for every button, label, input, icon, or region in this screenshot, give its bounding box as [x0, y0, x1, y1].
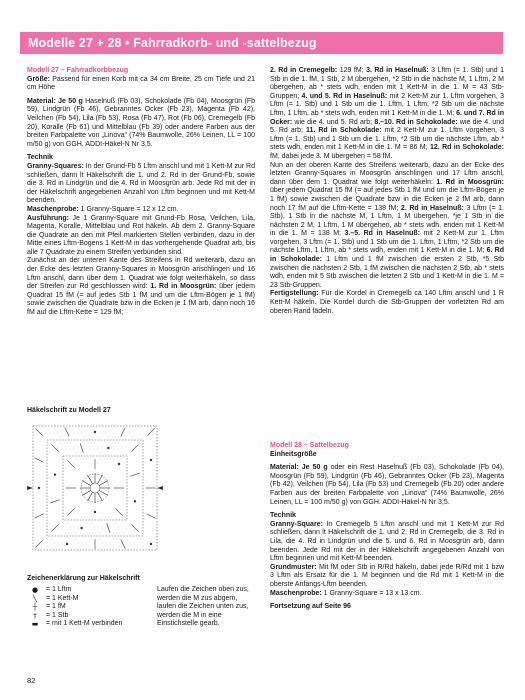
crochet-chart [27, 420, 163, 557]
model27-title: Modell 27 – Fahrradkorbbezug [27, 67, 129, 74]
legend-row: ┼ = 1 fM [27, 603, 137, 612]
double-crochet-mark [80, 443, 83, 452]
double-crochet-mark [147, 514, 156, 518]
model28-granny: Granny-Square: In Cremegelb 5 Lftm anschl und mit 1 Kett-M zur Rd schließen, dann lt Häkelschrift die 1. und 2. Rd in Cremegelb, die 3. Rd in Lila, die 4. Rd in Lindgrün und die 5. und 6. Rd in Moosgrün arb, dann beenden. Jede Rd mit der in der Häkelschrift angegebenen Anzahl von Lftm beginnen und mit Kett-M beenden. [270, 520, 504, 563]
model28-title: Modell 28 – Sattelbezug [270, 442, 349, 449]
double-crochet-mark [50, 500, 59, 503]
double-crochet-mark [35, 428, 42, 435]
double-crochet-mark [51, 524, 58, 531]
double-crochet-mark [131, 444, 138, 451]
section-header [20, 32, 503, 54]
model27-edge-instructions: Zunächst an der unteren Kante des Streifens in Rd weiterarb, dazu an der Ecke des letzten Granny-Squares in Moosgrün anschlingen und 16 Lftm anschl, dann über dem 1. Quadrat wie folgt weiterhäkeln, so dass der Streifen zur Rd geschlossen wird: 1. Rd in Moosgrün: über jedem Quadrat 15 fM (= auf jedes Stb 1 fM und um die Lftm-Bögen je 1 fM) sowie zwischen die Quadrate bzw in die Ecken je 1 fM arb, dann noch 16 fM auf die Lftm-Kette = 129 fM; [27, 257, 255, 317]
model28-material: Material: Je 50 g oder ein Rest Haselnuß (Fb 03), Schokolade (Fb 04), Moosgrün (Fb 59), Lindgrün (Fb 46), Gebranntes Ocker (Fb 23), Magenta (Fb 42), Veilchen (Fb 54), Lila (Fb 53) und Cremegelb (Fb 20) oder andere Farben aus der breiten Farbpalette von „Linova“ (74% Baumwolle, 26% Leinen, LL = 100 m/50 g) von GGH. ADDI-Häkel-N Nr 3,5. [270, 464, 504, 506]
double-crochet-mark [82, 491, 91, 496]
legend-note: Laufen die Zeichen oben zus, werden die M zus abgem, laufen die Zeichen unten zus, werden die M in eine Einstichstelle gearb. [157, 586, 249, 628]
chain-mark [81, 527, 83, 529]
double-crochet-mark [35, 458, 44, 462]
double-crochet-mark [121, 540, 125, 549]
model27-technik-heading: Technik [27, 154, 53, 162]
model28-pattern: Grundmuster: Mit fM oder Stb in R/Rd häkeln, dabei jede R/Rd mit 1 bzw 3 Lftm als Ersatz für die 1. M beginnen und die Rd mit 1 Kett-M in die oberste Anfangs-Lftm beenden. [270, 563, 504, 588]
double-crochet-mark [35, 514, 44, 518]
double-crochet-mark [65, 428, 69, 437]
double-crochet-mark [115, 508, 122, 515]
model28-technik-heading: Technik [270, 512, 296, 520]
model27-granny: Granny-Squares: In der Grund-Fb 5 Lftm anschl und mit 1 Kett-M zur Rd schließen, dann lt Häkelschrift die 1. und 2. Rd in der Grund-Fb, sowie die 3. Rd in Lindgrün und die 4. Rd in Moosgrün arb. Jede Rd mit der in der Häkelschrift angegebenen Anzahl von Lftm beginnen und mit Kett-M beenden. [27, 162, 255, 205]
model27-continued-text [270, 67, 504, 316]
chain-stitch-icon: ● [31, 586, 39, 594]
double-crochet-mark [51, 444, 58, 451]
chain-mark [150, 543, 152, 545]
chain-mark [66, 543, 68, 545]
legend [27, 586, 137, 629]
diagram-title: Häkelschrift zu Modell 27 [27, 407, 111, 414]
model28-gauge: Maschenprobe: 1 Granny-Square = 13 x 13 cm. [270, 589, 422, 597]
chain-mark [94, 511, 96, 513]
double-crochet-mark [88, 492, 93, 501]
double-crochet-mark [98, 492, 103, 501]
chain-mark [54, 474, 56, 476]
upper-edge-text: Nun an der oberen Kante des Streifens weiterarb, dazu an der Ecke des letzten Granny-Squares in Moosgrün anschlingen und 17 Lftm anschl, dann über dem 1. Quadrat wie folgt weiterhäkeln: 1. Rd in Moosgrün: über jedem Quadrat 15 fM (= auf jedes Stb 1 fM und um die Lftm-Bögen je 1 fM) sowie zwischen die Quadrate bzw in die Ecken je 2 fM arb, dann noch 17 fM auf die Lftm-Kette = 138 fM; 2. Rd in Haselnuß: 3 Lftm (= 1. Stb), 1 Stb in die nächste M, 1 Lftm, 1 M übergehen, *je 1 Stb in die nächsten 2 M, 1 Lftm, 1 M übergehen, ab * stets wdh, enden mit 1 Kett-M in die 1. M = 138 M; 3.–5. Rd in Haselnuß: mit 2 Kett-M zur 1. Lftm vorgehen, 3 Lftm (= 1. Stb) und 1 Stb um die 1. Lftm, 1 Lftm, *2 Stb um die nächste Lftm, 1 Lftm, ab * stets wdh, enden mit 1 Kett-M in die 1. M; 6. Rd in Schokolade: 1 Lftm und 1 fM zwischen die ersten 2 Stb, *5 Stb zwischen die nächsten 2 Stb, 1 fM zwischen die nächsten 2 Stb, ab * stets wdh, enden mit 5 Stb zwischen die letzten 2 Stb und 1 Kett-M in die 1. M = 23 Stb-Gruppen. [270, 161, 505, 289]
model27-text [27, 67, 255, 318]
double-crochet-mark [98, 475, 103, 484]
double-crochet-mark [147, 428, 154, 435]
section-title: Modelle 27 + 28 • Fahrradkorb- und -sattelbezug [28, 36, 317, 50]
chain-mark [94, 431, 96, 433]
double-crochet-mark [82, 481, 91, 486]
legend-row: ● = 1 Lftm [27, 586, 137, 595]
model28-size: Einheitsgröße [270, 450, 317, 458]
model27-gauge: Maschenprobe: 1 Granny-Square = 12 x 12 cm. [27, 205, 179, 213]
double-crochet-mark [99, 481, 108, 486]
model27-instructions: Ausführung: Je 1 Granny-Square mit Grund-Fb Rosa, Veilchen, Lila, Magenta, Koralle, Mittelblau und Rot häkeln. Ab dem 2. Granny-Square die Quadrate an den mit Pfeil markierten Stellen verbinden, dazu in der Mitte eines Lftm-Bogens 1 Kett-M in das vorhergehende Quadrat arb, bis alle 7 Quadrate zu einem Streifen verbunden sind. [27, 214, 255, 256]
double-crochet-mark [67, 508, 74, 515]
chain-mark [150, 459, 152, 461]
join-arrow-icon: ▬ [31, 620, 39, 629]
double-crochet-mark [88, 475, 93, 484]
single-crochet-icon: ┼ [32, 603, 38, 612]
page-number: 82 [27, 676, 36, 685]
double-crochet-mark [131, 524, 138, 531]
slip-stitch-icon: ╲ [32, 594, 38, 603]
double-crochet-mark [107, 523, 110, 532]
chain-mark [118, 463, 120, 465]
double-crochet-mark [99, 491, 108, 496]
model27-size: Größe: Passend für einen Korb mit ca 34 cm Breite, 25 cm Tiefe und 21 cm Höhe [27, 75, 255, 92]
chain-mark [134, 500, 136, 502]
model27-material: Material: Je 50 g Haselnuß (Fb 03), Schokolade (Fb 04), Moosgrün (Fb 59), Lindgrün (Fb 46), Gebranntes Ocker (Fb 23), Magenta (Fb 42), Veilchen (Fb 54), Lila (Fb 53), Rosa (Fb 47), Rot (Fb 06), Cremegelb (Fb 20), Koralle (Fb 61) und Mittelblau (Fb 39) oder andere Farben aus der breiten Farbpalette von „Linova“ (74% Baumwolle, 26% Leinen, LL = 100 m/50 g) von GGH. ADDI-Häkel-N Nr 3,5. [27, 97, 255, 148]
legend-row: ╲ = 1 Kett-M [27, 595, 137, 604]
model28-text [270, 442, 504, 612]
legend-title: Zeichenerklärung zur Häkelschrift [27, 575, 140, 582]
legend-row: † = 1 Stb [27, 612, 137, 621]
legend-row: ▬ = mit 1 Kett-M verbinden [27, 620, 137, 629]
double-crochet-mark [130, 473, 139, 476]
continued-note: Fortsetzung auf Seite 96 [270, 603, 351, 611]
rounds-text: 2. Rd in Cremegelb: 129 fM; 3. Rd in Haselnuß: 3 Lftm (= 1. Stb) und 1 Stb in die 1. fM, 1 Stb, 2 M übergehen, *2 Stb in die nächste M, 1 Lftm, 2 M übergehen, ab * stets wdh, enden mit 1 Kett-M in die 1. M = 43 Stb-Gruppen; 4. und 5. Rd in Haselnuß: mit 2 Kett-M zur 1. Lftm vorgehen, 3 Lftm (= 1. Stb) und 1 Stb um die 1. Lftm, 1 Lftm, *2 Stb um die nächste Lftm, 1 Lftm, ab * stets wdh, enden mit 1 Kett-M in die 1. M; 6. und 7. Rd in Ocker: wie die 4. und 5. Rd arb; 8.–10. Rd in Schokolade: wie die 4. und 5. Rd arb; 11. Rd in Schokolade: mit 2 Kett-M zur 1. Lftm vorgehen, 3 Lftm (= 1. Stb) und 1 Stb um die 1. Lftm, *2 Stb um die nächste Lftm, ab * stets wdh, enden mit 1 Kett-M in die 1. M = 86 M; 12. Rd in Schokolade: fM, dabei jede 3. M übergehen = 58 fM. [270, 67, 505, 160]
double-crochet-icon: † [33, 611, 37, 620]
double-crochet-mark [35, 540, 42, 547]
chain-mark [107, 447, 109, 449]
finishing-text: Fertigstellung: Für die Kordel in Cremegelb ca 140 Lftm anschl und 1 R Kett-M häkeln. Die Kordel durch die Stb-Gruppen der vorletzten Rd am oberen Rand fädeln. [270, 290, 504, 315]
double-crochet-mark [67, 460, 74, 467]
double-crochet-mark [121, 428, 125, 437]
chain-mark [38, 487, 40, 489]
